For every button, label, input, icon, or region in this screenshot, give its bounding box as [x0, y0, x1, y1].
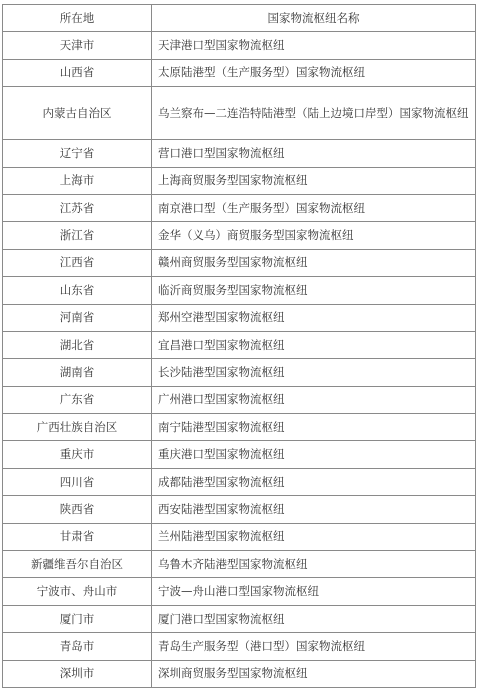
location-cell: 陕西省 — [3, 496, 152, 523]
location-cell: 内蒙古自治区 — [3, 87, 152, 140]
hub-name-cell: 宜昌港口型国家物流枢纽 — [152, 331, 476, 358]
location-cell: 广东省 — [3, 386, 152, 413]
location-cell: 湖南省 — [3, 359, 152, 386]
location-cell: 上海市 — [3, 167, 152, 194]
table-row — [3, 441, 476, 468]
table-row — [3, 386, 476, 413]
location-cell: 山西省 — [3, 59, 152, 86]
table-row — [3, 222, 476, 249]
hub-name-cell: 厦门港口型国家物流枢纽 — [152, 605, 476, 632]
table-row — [3, 414, 476, 441]
table-row — [3, 605, 476, 632]
location-cell: 四川省 — [3, 468, 152, 495]
table-body — [3, 5, 476, 688]
table-row — [3, 304, 476, 331]
location-cell: 辽宁省 — [3, 140, 152, 167]
hub-name-cell: 郑州空港型国家物流枢纽 — [152, 304, 476, 331]
location-cell: 广西壮族自治区 — [3, 414, 152, 441]
hub-name-cell: 上海商贸服务型国家物流枢纽 — [152, 167, 476, 194]
table-row — [3, 59, 476, 86]
hub-name-cell: 营口港口型国家物流枢纽 — [152, 140, 476, 167]
hub-name-cell: 南京港口型（生产服务型）国家物流枢纽 — [152, 194, 476, 221]
table-row — [3, 140, 476, 167]
location-cell: 宁波市、舟山市 — [3, 578, 152, 605]
location-cell: 江西省 — [3, 249, 152, 276]
hub-name-cell: 南宁陆港型国家物流枢纽 — [152, 414, 476, 441]
hub-name-cell: 宁波—舟山港口型国家物流枢纽 — [152, 578, 476, 605]
location-cell: 新疆维吾尔自治区 — [3, 551, 152, 578]
hub-name-cell: 西安陆港型国家物流枢纽 — [152, 496, 476, 523]
logistics-hub-table — [2, 4, 476, 688]
table-row — [3, 660, 476, 687]
hub-name-cell: 乌兰察布—二连浩特陆港型（陆上边境口岸型）国家物流枢纽 — [152, 87, 476, 140]
table-row — [3, 331, 476, 358]
table-row — [3, 249, 476, 276]
header-location: 所在地 — [3, 5, 152, 32]
hub-name-cell: 深圳商贸服务型国家物流枢纽 — [152, 660, 476, 687]
table-row — [3, 359, 476, 386]
location-cell: 河南省 — [3, 304, 152, 331]
hub-name-cell: 临沂商贸服务型国家物流枢纽 — [152, 277, 476, 304]
location-cell: 山东省 — [3, 277, 152, 304]
hub-name-cell: 兰州陆港型国家物流枢纽 — [152, 523, 476, 550]
location-cell: 深圳市 — [3, 660, 152, 687]
table-row — [3, 194, 476, 221]
location-cell: 天津市 — [3, 32, 152, 59]
hub-name-cell: 成都陆港型国家物流枢纽 — [152, 468, 476, 495]
location-cell: 江苏省 — [3, 194, 152, 221]
table-row — [3, 496, 476, 523]
table-row — [3, 167, 476, 194]
table-row — [3, 633, 476, 660]
table-row — [3, 87, 476, 140]
hub-name-cell: 金华（义乌）商贸服务型国家物流枢纽 — [152, 222, 476, 249]
table-row — [3, 32, 476, 59]
hub-name-cell: 重庆港口型国家物流枢纽 — [152, 441, 476, 468]
location-cell: 厦门市 — [3, 605, 152, 632]
table-row — [3, 523, 476, 550]
hub-name-cell: 乌鲁木齐陆港型国家物流枢纽 — [152, 551, 476, 578]
hub-name-cell: 广州港口型国家物流枢纽 — [152, 386, 476, 413]
hub-name-cell: 太原陆港型（生产服务型）国家物流枢纽 — [152, 59, 476, 86]
table-row — [3, 468, 476, 495]
table-header-row — [3, 5, 476, 32]
hub-name-cell: 天津港口型国家物流枢纽 — [152, 32, 476, 59]
location-cell: 重庆市 — [3, 441, 152, 468]
table-row — [3, 277, 476, 304]
location-cell: 青岛市 — [3, 633, 152, 660]
location-cell: 湖北省 — [3, 331, 152, 358]
hub-name-cell: 赣州商贸服务型国家物流枢纽 — [152, 249, 476, 276]
location-cell: 浙江省 — [3, 222, 152, 249]
hub-name-cell: 青岛生产服务型（港口型）国家物流枢纽 — [152, 633, 476, 660]
header-hub-name: 国家物流枢纽名称 — [152, 5, 476, 32]
location-cell: 甘肃省 — [3, 523, 152, 550]
table-row — [3, 578, 476, 605]
table-row — [3, 551, 476, 578]
hub-name-cell: 长沙陆港型国家物流枢纽 — [152, 359, 476, 386]
